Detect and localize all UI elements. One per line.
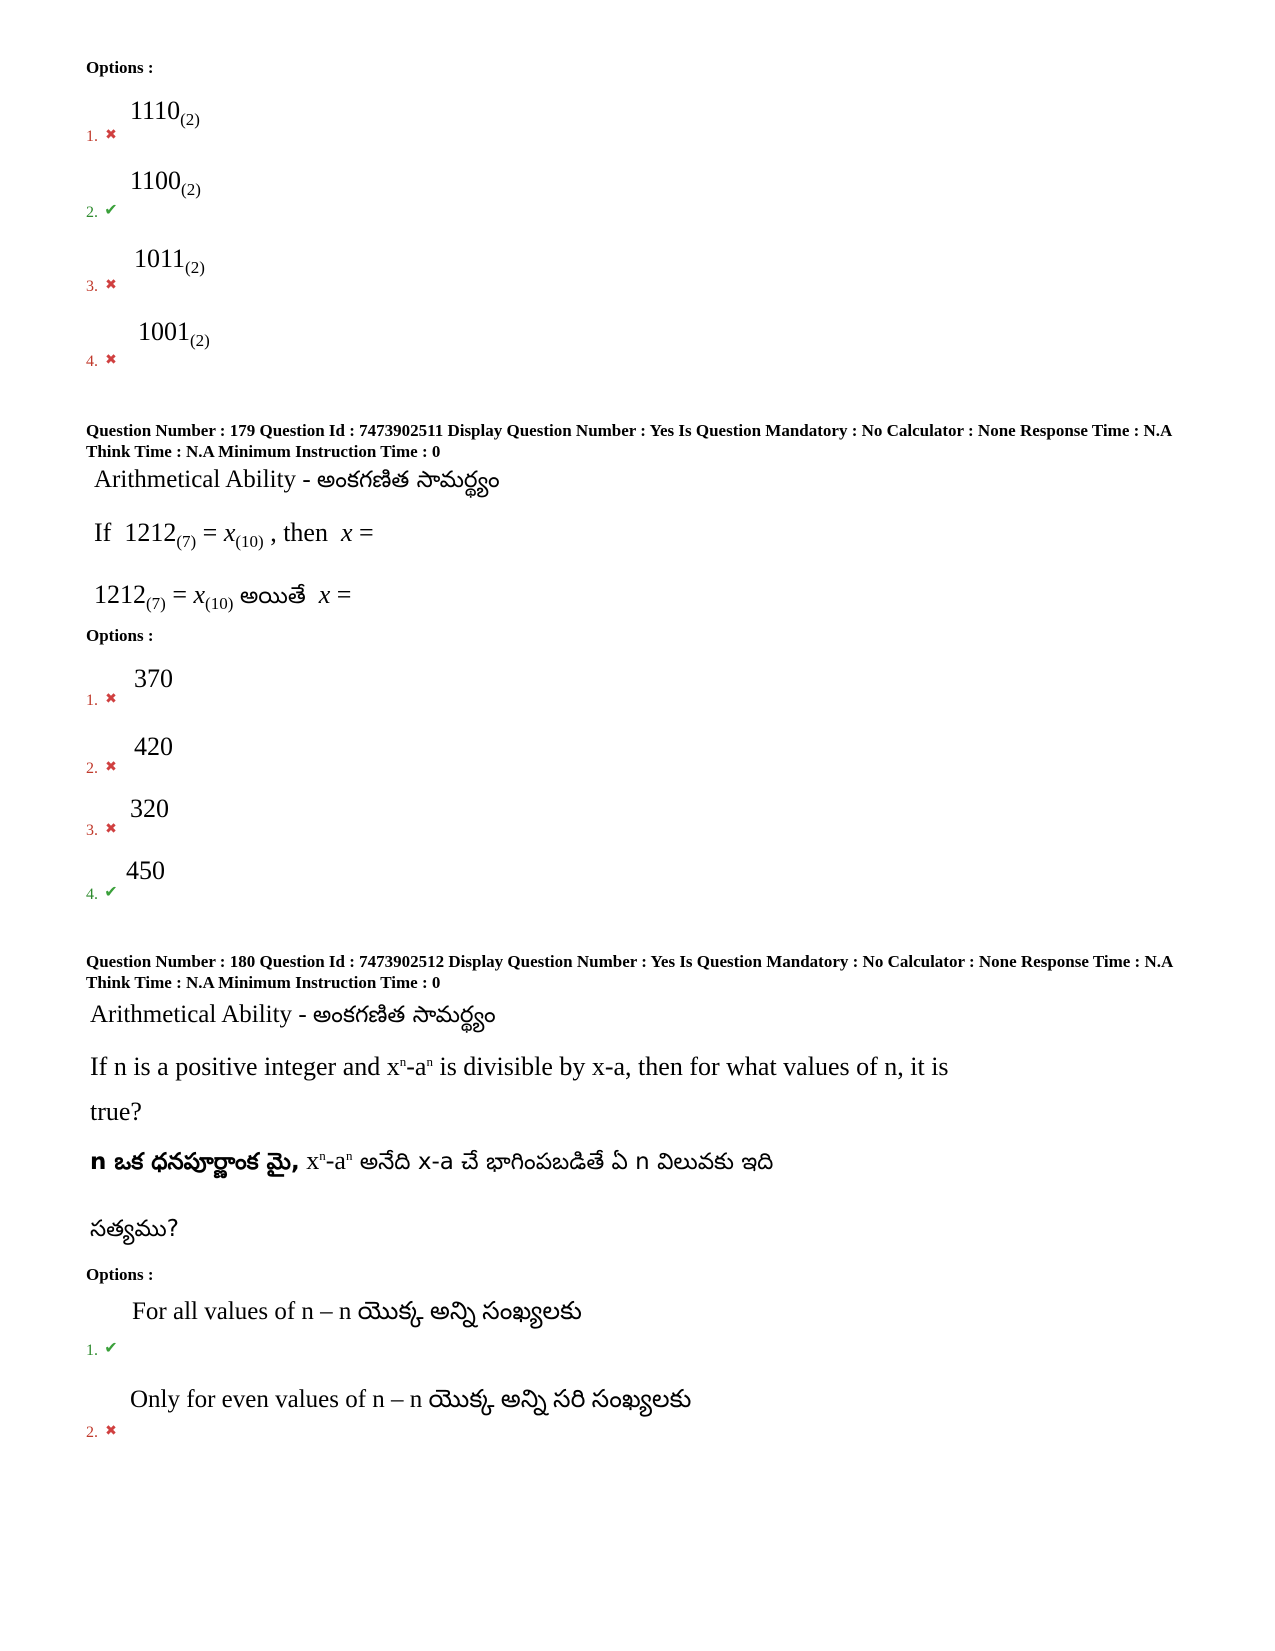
cross-icon: ✖ bbox=[105, 822, 117, 837]
question-text-en-line2: true? bbox=[90, 1097, 142, 1126]
cross-icon: ✖ bbox=[105, 692, 117, 707]
option-value: $1011_{(2)}$ bbox=[134, 244, 205, 277]
cross-icon: ✖ bbox=[105, 353, 117, 368]
option-number: 2. bbox=[86, 1424, 98, 1441]
option-row bbox=[86, 664, 173, 709]
option-number: 1. bbox=[86, 1342, 98, 1359]
option-row bbox=[86, 96, 200, 145]
question-meta: Question Number : 179 Question Id : 7473902511 Display Question Number : Yes Is Question Mandatory : No Calculator : None Response Time : N.A Think Time : N.A Minimum Instruction Time : 0 bbox=[86, 421, 1172, 461]
cross-icon: ✖ bbox=[105, 760, 117, 775]
question-text-te-line1: n ఒక ధనపూర్ణాంక మై, $x^n-a^n$ అనేది x-a చే భాగింపబడితే ఏ n విలువకు ఇది bbox=[90, 1146, 774, 1175]
question-text-te-line2: సత్యము? bbox=[90, 1216, 179, 1242]
check-icon: ✔ bbox=[104, 884, 118, 901]
option-number: 3. bbox=[86, 822, 98, 839]
option-row bbox=[86, 317, 210, 370]
question-meta: Question Number : 180 Question Id : 7473902512 Display Question Number : Yes Is Question Mandatory : No Calculator : None Response Time : N.A Think Time : N.A Minimum Instruction Time : 0 bbox=[86, 952, 1173, 992]
option-number: 4. bbox=[86, 886, 98, 903]
options-label: Options : bbox=[86, 626, 154, 645]
option-row bbox=[86, 1384, 692, 1441]
option-number: 2. bbox=[86, 760, 98, 777]
option-number: 1. bbox=[86, 692, 98, 709]
option-value: 320 bbox=[130, 794, 169, 823]
cross-icon: ✖ bbox=[105, 1424, 117, 1439]
option-row bbox=[86, 794, 169, 839]
check-icon: ✔ bbox=[104, 1340, 118, 1357]
option-value: 450 bbox=[126, 856, 165, 885]
option-row bbox=[86, 244, 205, 295]
option-value: $1100_{(2)}$ bbox=[130, 166, 201, 199]
check-icon: ✔ bbox=[104, 202, 118, 219]
option-value: 420 bbox=[134, 732, 173, 761]
option-number: 1. bbox=[86, 128, 98, 145]
option-number: 2. bbox=[86, 204, 98, 221]
option-value: $1110_{(2)}$ bbox=[130, 96, 200, 129]
option-row bbox=[86, 732, 173, 777]
cross-icon: ✖ bbox=[105, 278, 117, 293]
option-number: 4. bbox=[86, 353, 98, 370]
option-text: For all values of n – n యొక్క అన్ని సంఖ్యలకు bbox=[132, 1298, 582, 1325]
subject-line: Arithmetical Ability - అంకగణిత సామర్థ్యం bbox=[90, 1001, 496, 1028]
cross-icon: ✖ bbox=[105, 128, 117, 143]
question-text-en: If $1212_{(7)} = x_{(10)}$ , then x = bbox=[94, 518, 374, 551]
option-row bbox=[86, 856, 165, 903]
question-text-te: $1212_{(7)} = x_{(10)}$ అయితే x = bbox=[94, 580, 352, 613]
option-number: 3. bbox=[86, 278, 98, 295]
option-row bbox=[86, 166, 201, 221]
option-text: Only for even values of n – n యొక్క అన్ని సరి సంఖ్యలకు bbox=[130, 1386, 692, 1413]
options-label: Options : bbox=[86, 58, 154, 77]
option-row bbox=[86, 1296, 582, 1359]
option-value: $1001_{(2)}$ bbox=[138, 317, 210, 350]
options-label: Options : bbox=[86, 1265, 154, 1284]
subject-line: Arithmetical Ability - అంకగణిత సామర్థ్యం bbox=[94, 466, 500, 493]
option-value: 370 bbox=[134, 664, 173, 693]
question-text-en-line1: If n is a positive integer and $x^n-a^n$ is divisible by x-a, then for what values of n, it is bbox=[90, 1052, 949, 1081]
